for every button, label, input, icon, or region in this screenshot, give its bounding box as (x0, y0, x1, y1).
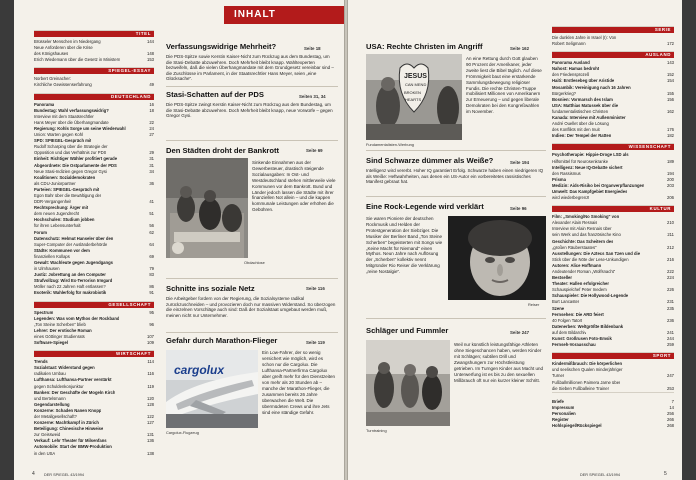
index-entry-page: 138 (147, 450, 154, 456)
article-divider (166, 278, 338, 279)
index-entry-title: DDR-Vergangenheit (34, 199, 72, 205)
index-entry-page: 83 (149, 272, 154, 278)
index-entry-title: Fernseh-Vorausschau (552, 342, 596, 348)
index-entry-page: 136 (147, 438, 154, 444)
index-entry-title: Gewalt: Wachleute gegen Jugendgangs (34, 260, 113, 265)
index-entry-title: Rechtsprechung: Ärger mit (34, 205, 89, 211)
index-section-header: SERIE (552, 26, 674, 33)
index-entry-page: 182 (667, 133, 674, 139)
index-entry-title: Strafvollzug: Wird Ex-Terrorisn Irmgard (34, 278, 113, 284)
index-section-header: WIRTSCHAFT (34, 350, 154, 357)
index-entry-title: Kunst: Großrusen Foto-Emsik (552, 336, 612, 342)
article-divider (366, 196, 546, 197)
article-page-ref: Seite 69 (306, 148, 323, 153)
index-entry-page: 266 (667, 416, 674, 422)
index-entry-title: Einheit: Richtiger Wähler profitiert gerade (34, 156, 118, 162)
article-title: Gefahr durch Marathon-Flieger (166, 336, 278, 345)
index-entry-title: Briefe (552, 398, 564, 404)
article-page-ref: Seite 247 (510, 330, 530, 335)
index-entry-title: sein Werk und das französische Kino (552, 232, 621, 238)
index-entry-page: 86 (149, 284, 154, 290)
article-divider (366, 150, 546, 151)
index-entry-page: 36 (149, 180, 154, 186)
index-entry-title: die Sieben Fußballeine Trainer (552, 385, 610, 391)
index-entry-page: 119 (147, 383, 154, 389)
index-entry-page: 231 (667, 299, 674, 305)
index-entry-page: 212 (667, 244, 674, 250)
article-text: Sinkende Einnahmen aus der Gewerbesteuer, drastisch steigende Sozialausgaben: In Ost- und Westdeutschland stehen mittlerweile viele Kommunen vor dem Bankrott. Bund und Länder jedoch lassen die Städte mit ihrer finanziellen Not allein – und die kappen kommunale Leistungen oder erhöhen die Gebühren. (252, 160, 336, 213)
index-section-header: TITEL (34, 30, 154, 37)
index-entry-title: Psychotherapie: Hippie-Droge LSD als (552, 152, 629, 158)
page-number: 5 (664, 471, 667, 477)
index-entry-title: Super-Computer der Ausländerbehörde (34, 241, 108, 247)
index-entry-page: 172 (667, 41, 674, 47)
index-entry-page: 144 (147, 39, 154, 44)
article-title: Eine Rock-Legende wird verklärt (366, 202, 484, 211)
index-entry-title: Robert Seligmann (552, 41, 586, 47)
index-entry-title: Legenden: Was vom Mythos der Rockband (34, 315, 120, 321)
index-entry-title: Lehrer: Der erotische Roman (34, 327, 92, 333)
page-footer: DER SPIEGEL 43/1994 (580, 473, 620, 477)
article-divider (166, 332, 338, 333)
article-text: Die PDS-Spitze zwingt Kerstin Kaiser-Nicht zum Rückzug aus dem Bundestag, um die Stasi-Debatte abzuwehren. Doch Mehrheit bleibt knapp, neue Vorwürfe – gegen Gregor Gysi. (166, 102, 333, 119)
index-entry-title: Impressum (552, 404, 575, 410)
index-entry-page: 206 (667, 195, 674, 201)
index-entry-page: 7 (671, 398, 674, 404)
index-entry-page: 152 (667, 72, 674, 78)
index-entry-title: Neue Stasi-Indizien gegen Gregor Gysi (34, 168, 107, 174)
index-entry-page: 34 (149, 168, 154, 174)
index-entry-title: SPD: SPIEGEL-Gespräch mit (34, 138, 92, 144)
index-entry-title: Medizin: Aids-Risiko bei Organverpflanzungen (552, 182, 645, 188)
article-title: Sind Schwarze dümmer als Weiße? (366, 156, 494, 165)
index-entry-title: Geschichte: Das Scheitern des (552, 238, 614, 244)
index-entry-title: in Ulmhausen (34, 266, 60, 272)
index-entry-title: Personalien (552, 410, 576, 416)
index-entry-title: Hilfsmittel für Neurosenkranke (552, 158, 609, 164)
article-page-ref: Seite 116 (306, 286, 325, 291)
index-entry-title: Datenerben: Weltgrößte Bildenbank (552, 323, 624, 329)
index-entry-page: 14 (669, 404, 674, 410)
index-section-header: KULTUR (552, 205, 674, 212)
index-entry-page: 210 (667, 220, 674, 226)
index-entry-title: Schauspielchef Peter Inedem (552, 287, 607, 293)
index-entry-page: 155 (667, 90, 674, 96)
index-entry-page: 91 (149, 290, 154, 296)
article-page-ref: Seite 96 (510, 206, 527, 211)
index-entry-page: 247 (667, 373, 674, 379)
index-entry-page: 148 (147, 51, 154, 57)
article-text: Weil nur künstlich leistungsfähige Athleten ohne Siegeschancen haben, werden Kinder mit Schlägen; subtilen Drill und Zwangshungern zur Höchstleistung getrieben. Im Turngen Kinder aus Macht und Unterwerfung ist es bis zu den sexuellen Mißbrauch oft nur ein kurzer kleiner Schritt. (454, 342, 544, 383)
index-entry-title: und seelischen Qualen minderjähriger (552, 367, 623, 373)
index-entry-title: Parteien: SPIEGEL-Gespräch mit (34, 186, 100, 192)
index-entry-title: Konzerne: Schaden Nanen Knopp (34, 407, 102, 413)
index-entry-title: Egon Bahr über die Bewältigung der (34, 192, 102, 198)
index-entry-title: radikalen Umbau (34, 371, 66, 377)
index-entry[interactable] (552, 195, 674, 201)
svg-text:BROKEN: BROKEN (404, 90, 421, 95)
index-entry-title: eines Göttinger Studienrats (34, 333, 85, 339)
index-entry-title: Neue Anforderen über die Krise (34, 45, 93, 51)
article-text: Die PDS-Spitze sowie Kerstin Kaiser-Nicht zum Rückzug aus dem Bundestag, um die Stasi-Debatte abzuwehren. Doch Mehrheit bleibt knapp. Wahltexperten bezweifeln, daß die vielen Überhangmandate mit dem Grundgesetz vereinbar sind – die Zuschlüsse im Parlament, in der Staatsrechtler Hans Meyer, seien „eine Glücksache". (166, 54, 334, 82)
article-text: Ein Low-Fahrer, der so wenig versichert wie möglich, wird es schon nur die Cargolux. Die Lufthansa-Partnerfirma Cargolux aber greift mehr für den Dienstzeiten von mehr als 20 Stunden ab – manche der Marathon-Flieger, die zusammen bereits 26 Jahre überwachen die Welt. Die übermüdeten Crews und ihre Jets sind eine ständige Gefahr. (262, 350, 336, 415)
index-entry-page: 24 (149, 125, 154, 131)
index-entry-title: Opposition und das Verhältnis zur PDS (34, 150, 107, 156)
article-divider (366, 318, 546, 319)
article-text: Die Arbeitgeber fordern von der Regierung, die Sozialsysteme radikal zurückzuschneiden – und provozieren doch nur massiven Widerstand. So überzogen die einzelnen Vorschläge auch sind: Daß der Sozialstaat umgebaut werden muß, meinen nicht nur Unternehmer. (166, 296, 336, 318)
index-entry-page: 27 (149, 132, 154, 138)
index-entry-title: gegen Schuldenkonjunktur (34, 383, 84, 389)
index-entry-page: 22 (149, 119, 154, 125)
left-page (14, 0, 344, 480)
index-entry-title: Forum (34, 229, 48, 235)
index-section-header: DEUTSCHLAND (34, 93, 154, 100)
page-number: 4 (32, 471, 35, 477)
svg-text:HEARTS: HEARTS (405, 97, 422, 102)
index-entry-title: für ihren Lebensunterhalt (34, 223, 81, 229)
index-entry-page: 51 (149, 211, 154, 217)
index-entry-page: 64 (149, 241, 154, 247)
index-entry-title: und Bertelsmann (34, 395, 66, 401)
index-entry-page: 241 (667, 329, 674, 335)
index-entry-title: Theater: Hallen erfolgreicher (552, 281, 610, 287)
left-index-column (34, 26, 154, 457)
index-entry-title: Erich Wiedemann über die Gesetz in Ministern (34, 57, 121, 63)
index-entry-title: Bosnien: Vormarsch des Islam (552, 96, 613, 102)
article-text: An eine Rettung durch Gott glauben 90 Prozent der Amerikaner, jeder zweite liest die Bibel täglich. Auf diese Frömmigkeit baut eine erstarkende Sammlungsbewegung religiöser Fundis. Die rechte Christen-Truppe mobilisiert Millionen von Amerikanern zur Erneuerung – und gegen liberale Demokraten bei den Kongreßwahlen im November. (466, 56, 542, 115)
index-entry-page: 226 (667, 287, 674, 293)
index-entry-page: 41 (149, 199, 154, 205)
article-title: USA: Rechte Christen im Angriff (366, 42, 483, 51)
index-entry-page: 189 (667, 158, 674, 164)
index-entry-title: Nahost: Hamas bedroht (552, 66, 600, 72)
index-entry-page: 109 (147, 340, 154, 346)
index-entry-page: 127 (147, 420, 154, 426)
index-entry-title: als CDU-Juniorpartner (34, 180, 76, 186)
index-entry-page: 224 (667, 275, 674, 281)
index-entry-title: Interview mit Alain Resnais über (552, 226, 612, 232)
index-entry-title: Beteiligung: Chinesische Hinweise (34, 426, 104, 432)
index-entry-title: Datenschutz: Helmut Hanseler über den (34, 235, 114, 241)
index-entry-title: den Friedensprozeß (552, 72, 590, 78)
index-entry-title: Lufthansa: Lufthansa-Partner verstärkt (34, 377, 112, 383)
article-divider (166, 140, 338, 141)
index-entry[interactable] (552, 423, 674, 429)
index-entry-title: fundamentalistischen Christen (552, 108, 609, 114)
index-entry-page: 128 (147, 401, 154, 407)
index-entry-page: 211 (667, 232, 674, 238)
index-entry-page: 56 (149, 223, 154, 229)
index-entry-title: Schauspieler: Die Hollywood-Legende (552, 293, 629, 299)
index-entry-page: 143 (667, 60, 674, 66)
index-entry-page: 200 (667, 176, 674, 182)
index-entry-title: Alexander Alain Resnais (552, 220, 598, 226)
index-entry-page: 222 (667, 269, 674, 274)
index-entry-page: 216 (667, 256, 674, 262)
index-entry-page: 156 (667, 96, 674, 102)
index-entry-page: 259 (667, 342, 674, 348)
index-entry-title: Regierung: Kohls Sorge um seine Wiederwahl (34, 125, 126, 131)
article-page-ref: Seite 119 (306, 340, 325, 345)
index-entry-title: Verkauf: Lehr Theater für Milsenfans (34, 438, 107, 444)
index-entry-title: Automobile: Start der BMW-Produktion (34, 444, 112, 450)
svg-text:CAN MEND: CAN MEND (405, 82, 427, 87)
index-entry-title: Software-Spiegel (34, 340, 68, 346)
index-entry-page: 236 (667, 317, 674, 323)
homeless-photo (166, 158, 248, 258)
index-entry-title: Interview mit dem Staatsrechtler (34, 113, 94, 119)
index-entry-title: Konzerne: Machtkampf in Zürich (34, 420, 99, 426)
index-entry-title: Die dunklen Jahre in Israel (I): Von (552, 35, 617, 40)
index-entry-title: Indien: Der Tempel der Ratten (552, 133, 612, 139)
index-entry-title: auf dem Bildarchiv (552, 329, 587, 335)
article-title: Schläger und Fummler (366, 326, 449, 335)
index-entry-title: Norbert Greinacher: (34, 76, 72, 82)
photo-caption: Obdachlose (244, 260, 265, 265)
index-entry-title: Brüsseler Menschen im Niedergang (34, 39, 101, 44)
index-entry-page: 49 (149, 82, 154, 88)
index-entry-title: Fernsehen: Die ARD feiert (552, 311, 604, 317)
photo-caption: Turntraining (366, 428, 387, 433)
index-entry-title: Haiti: Erstlesebeg über Aristide (552, 78, 615, 84)
index-entry-title: Trends (34, 359, 48, 365)
index-entry-title: Bundestag: Wahl verfassungswidrig? (34, 107, 109, 113)
index-entry-title: der Metallgesellschaft? (34, 413, 77, 419)
index-entry-title: Prisma (552, 176, 566, 182)
article-text: Sie waren Pioniere der deutschen Rockmusik und Helden der Protestgeneration der Siebziger. Die Musiker der Berliner Band „Ton Steine Scherben" begeisterten mit Songs wie „Keine Macht für Niemand" einen Mythos. Neun Jahre nach Auflösung der „Scherben" kollektiv nennt Mitgründer Rio Reiser die Verklärung „reine Nostalgie". (366, 216, 443, 275)
index-entry-title: dem neuen Jugendrecht (34, 211, 80, 217)
index-entry-page: 62 (149, 229, 154, 235)
index-entry-title: Andeutender Roman „Wolfsnacht" (552, 269, 616, 274)
index-entry-title: „Ton Steine Scherben" blieb (34, 321, 86, 327)
article-page-ref: Seite 162 (510, 46, 530, 51)
index-entry-page: 176 (667, 127, 674, 133)
index-entry-page: 244 (667, 336, 674, 342)
index-entry-page: 154 (667, 78, 674, 84)
index-entry-title: Autoren: Alice Hoffmann (552, 262, 602, 268)
index-entry[interactable] (552, 342, 674, 348)
index-entry-page: 69 (149, 253, 154, 259)
index-entry-page: 122 (147, 413, 154, 419)
index-entry[interactable] (552, 41, 674, 47)
index-section-header: SPIEGEL-ESSAY (34, 67, 154, 74)
index-entry-title: Städte: Kommunen vor dem (34, 247, 90, 253)
index-entry-title: Fußballmillionen Paimera Jarne über (552, 379, 621, 385)
index-entry-page: 256 (667, 410, 674, 416)
index-entry-title: USA: Matthias Matussek über die (552, 102, 619, 108)
index-entry-title: Film: „Smoking/No Smoking" von (552, 214, 620, 220)
index-entry-title: Szene (552, 305, 565, 311)
index-entry-page: 79 (149, 266, 154, 272)
index-entry-title: Burt Lancaster (552, 299, 580, 305)
index-entry-title: Möller nach 22 Jahren Haft entlassen? (34, 284, 106, 290)
index-entry[interactable] (34, 57, 154, 63)
article-title: Schnitte ins soziale Netz (166, 284, 255, 293)
index-entry-title: Hochschulen: Studium jobben (34, 217, 95, 223)
index-entry-title: Stick über die Nöte der Lese-Unkundigen (552, 256, 629, 262)
index-entry-title: des Konflikts mit den Inuit (552, 127, 600, 133)
index-section-header: AUSLAND (552, 51, 674, 58)
index-entry-title: wird wiederbegrenzt (552, 195, 590, 201)
index-entry-title: Hohlspiegel/Rückspiegel (552, 423, 602, 429)
photo-caption: Fundamentalisten-Werbung (366, 142, 414, 147)
photo-caption: Cargolux-Flugzeug (166, 430, 199, 435)
index-entry-title: 40 Folgen Tatort (552, 317, 583, 323)
index-entry-page: 194 (667, 170, 674, 176)
index-entry-title: Rudolf Scharping über die Strategie der (34, 144, 108, 150)
index-entry[interactable] (34, 290, 154, 296)
index-entry-page: 31 (149, 162, 154, 168)
index-entry-page: 107 (147, 333, 154, 339)
gymnastics-photo (366, 340, 450, 426)
index-entry-page: 131 (147, 432, 154, 438)
index-entry-title: Umwelt: Das Kampfgebiet Energiedes (552, 188, 628, 194)
index-entry-title: Esoterik: Wahlerfolg für makrobiotik (34, 290, 107, 296)
index-entry-title: Panorama Ausland (552, 60, 590, 66)
index-entry[interactable] (34, 340, 154, 346)
index-entry[interactable] (34, 82, 154, 88)
index-entry[interactable] (552, 133, 674, 139)
index-entry-title: Ausstellungen: Die Aztecs San Tzen und die (552, 250, 641, 256)
index-entry-page: 120 (147, 395, 154, 401)
index-entry-page: 268 (667, 423, 674, 429)
jesus-sign-photo (366, 54, 462, 140)
index-entry-title: Banken: Der Geschäfte der Mogeln Kirch (34, 389, 116, 395)
page-footer: DER SPIEGEL 43/1994 (44, 473, 84, 477)
index-entry-page: 153 (147, 57, 154, 63)
index-entry-page: 31 (149, 156, 154, 162)
index-entry-page: 116 (147, 371, 154, 377)
index-entry[interactable] (34, 451, 154, 457)
article-page-ref: Seiten 31, 34 (299, 94, 326, 99)
article-page-ref: Seite 194 (510, 160, 530, 165)
index-entry-page: 18 (149, 107, 154, 113)
index-entry-title: finanziellen Kollaps (34, 253, 70, 259)
article-page-ref: Seite 18 (304, 46, 321, 51)
index-entry-page: 95 (149, 309, 154, 315)
index-entry-title: Kanada: Interview mit Außenminister (552, 115, 626, 121)
index-entry-title: Turner (552, 373, 565, 379)
index-section-header: GESELLSCHAFT (34, 301, 154, 308)
index-entry-title: Koalitionen: Sozialdemokraten (34, 174, 96, 180)
rio-reiser-photo (448, 216, 546, 300)
photo-caption: Reiser (528, 302, 540, 307)
article-title: Verfassungswidrige Mehrheit? (166, 42, 277, 51)
article-title: Den Städten droht der Bankrott (166, 146, 280, 155)
index-entry-page: 235 (667, 305, 674, 311)
index-entry-title: Panorama (34, 101, 55, 107)
index-entry-page: 203 (667, 182, 674, 188)
index-entry-title: den Rassismus (552, 170, 581, 176)
index-entry-title: Gegendarstellung (34, 401, 70, 407)
index-entry-title: Bestseller (552, 275, 573, 281)
svg-text:JESUS: JESUS (404, 73, 427, 80)
index-entry-title: Spectrum (34, 309, 54, 315)
right-page (348, 0, 682, 480)
index-entry-title: des Königshauses (34, 51, 69, 57)
right-index-column (552, 22, 674, 429)
index-entry-title: André Ouellet über die Lösung (552, 121, 609, 127)
index-entry-title: Abgeordnete: Die Ostparlamente der PDS (34, 162, 117, 168)
index-entry-title: Kirchliche Gewissenserfahrung (34, 82, 92, 88)
cargolux-plane-photo (166, 350, 258, 428)
index-entry-title: in den USA (34, 450, 56, 456)
index-entry-title: Sozialstaat: Widerstand gegen (34, 365, 95, 371)
index-entry-title: „großen Räuberstaates" (552, 244, 597, 250)
index-entry-page: 253 (667, 385, 674, 391)
index-section-header: SPORT (552, 352, 674, 359)
inhalt-banner: INHALT (224, 6, 344, 24)
index-entry-page: 29 (149, 150, 154, 156)
index-entry-title: Hans Meyer über die Überhangmandate (34, 119, 109, 125)
index-spacer (552, 392, 674, 399)
index-entry-page: 114 (147, 359, 154, 365)
index-entry-title: Intelligenz: Neue IQ-Debatte sichert (552, 164, 623, 170)
article-divider (166, 86, 338, 87)
index-entry-page: 96 (149, 321, 154, 327)
index-entry-title: Kindermißbrauch: Die körperlichen (552, 361, 623, 367)
index-entry-title: Register (552, 416, 569, 422)
plane-livery-text: cargolux (174, 363, 225, 377)
index-entry-title: Justiz: Jobrettung an den Computer (34, 272, 106, 278)
index-entry-title: zur Geissweid (34, 432, 61, 438)
article-title: Stasi-Schatten auf der PDS (166, 90, 264, 99)
index-entry-page: 16 (149, 101, 154, 107)
article-text: Intelligenz wird vererbt. Hoher IQ garantiert Erfolg. Schwarze haben einen niedrigeren IQ als Weiße: Heftwahrheiten, aus denen ein US-Autor ein vorbereitetes rassistisches Manifest gebraut hat. (366, 168, 544, 185)
index-entry-title: Mosambik: Vereinigung nach 16 Jahren (552, 84, 631, 90)
index-entry-page: 162 (667, 108, 674, 114)
index-section-header: WISSENSCHAFT (552, 143, 674, 150)
index-entry-title: Bürgerkrieg? (552, 90, 576, 96)
index-entry-title: Union: Warten gegen Kohl (34, 132, 83, 138)
